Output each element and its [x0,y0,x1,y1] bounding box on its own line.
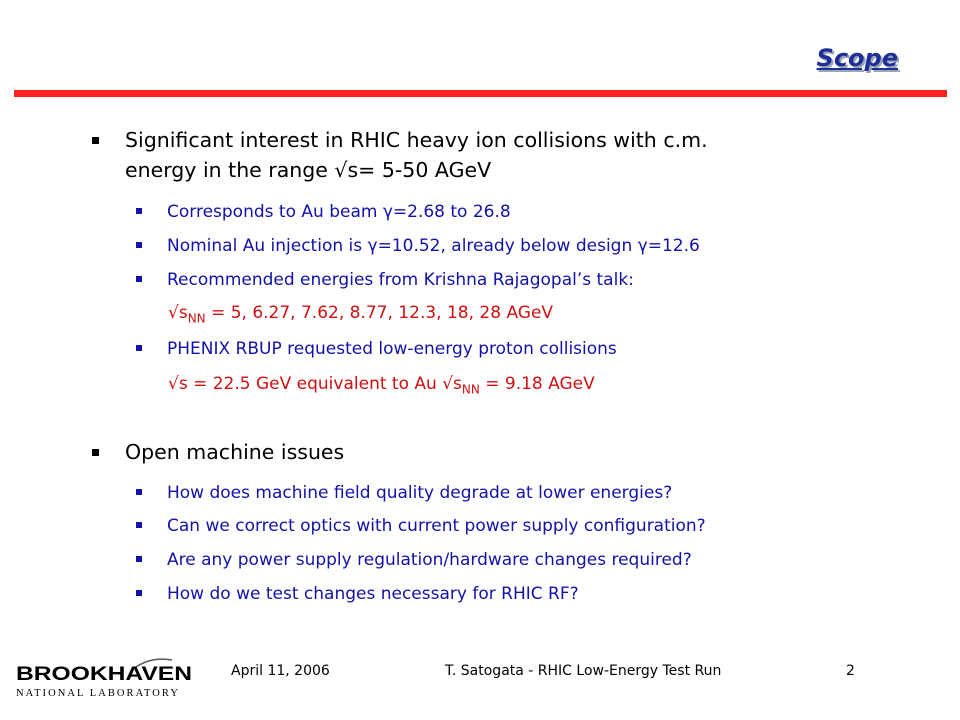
brookhaven-logo [14,654,194,702]
footer-date: April 11, 2006 [231,663,330,679]
energies-line [168,301,553,330]
bullet-square-icon [136,556,142,562]
bullet-1-line-1: Significant interest in RHIC heavy ion collisions with c.m. [125,128,708,152]
bullet-square-icon [136,522,142,528]
bullet-square-icon [136,489,142,495]
bullet-square-icon [136,345,142,351]
sub-bullet-text: Nominal Au injection is γ=10.52, already below design γ=12.6 [167,236,700,256]
logo-wordmark: BROOKHAVEN [16,664,192,685]
bullet-square-icon [136,242,142,248]
sub-bullet-text: How do we test changes necessary for RHIC RF? [167,584,579,604]
energies-subscript: NN [187,311,206,326]
bullet-square-icon [92,137,99,144]
bullet-square-icon [136,276,142,282]
slide-title: Scope [816,44,898,72]
sub-bullet-text: PHENIX RBUP requested low-energy proton collisions [167,339,617,359]
bullet-square-icon [92,449,99,456]
sub-bullet-text: Recommended energies from Krishna Rajagopal’s talk: [167,270,634,290]
logo-subtitle: NATIONAL LABORATORY [16,688,178,699]
bullet-square-icon [136,208,142,214]
proton-subscript: NN [461,382,480,397]
proton-equivalence-line [168,372,595,401]
proton-post: = 9.18 AGeV [479,374,595,394]
proton-pre: √s = 22.5 GeV equivalent to Au √s [168,374,462,394]
sub-bullet-text: How does machine field quality degrade at lower energies? [167,483,673,503]
title-rule [14,90,947,97]
energies-post: = 5, 6.27, 7.62, 8.77, 12.3, 18, 28 AGeV [205,303,554,323]
energies-pre: √s [168,303,188,323]
sub-bullet-text: Corresponds to Au beam γ=2.68 to 26.8 [167,202,511,222]
bullet-square-icon [136,590,142,596]
sub-bullet-text: Are any power supply regulation/hardware changes required? [167,550,692,570]
sub-bullet-text: Can we correct optics with current power supply configuration? [167,516,706,536]
bullet-2-line-1: Open machine issues [125,440,345,464]
footer-author: T. Satogata - RHIC Low-Energy Test Run [445,663,722,679]
page-number: 2 [846,663,855,679]
bullet-1-line-2: energy in the range √s= 5-50 AGeV [125,158,492,182]
